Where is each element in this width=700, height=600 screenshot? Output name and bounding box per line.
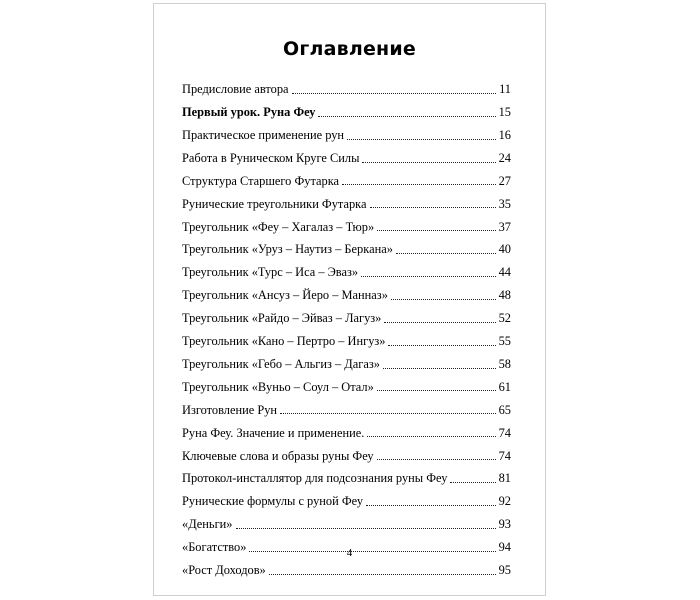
toc-entry <box>182 419 511 442</box>
toc-entry-page: 61 <box>498 379 511 394</box>
toc-entry-title: «Рост Доходов» <box>182 562 266 577</box>
toc-entry-page: 81 <box>498 471 511 486</box>
toc-entry-page: 16 <box>498 128 511 143</box>
toc-entry-title: Рунические треугольники Футарка <box>182 196 367 211</box>
dot-leader <box>367 436 495 437</box>
toc-entry-title: Треугольник «Ансуз – Йеро – Манназ» <box>182 288 388 303</box>
dot-leader <box>396 253 496 254</box>
toc-entry-title: Треугольник «Феу – Хагалаз – Тюр» <box>182 219 375 234</box>
toc-entry <box>182 190 511 213</box>
toc-entry-page: 35 <box>498 196 511 211</box>
toc-entry-page: 27 <box>498 173 511 188</box>
toc-entry-title: Ключевые слова и образы руны Феу <box>182 448 374 463</box>
toc-entry-title: Первый урок. Руна Феу <box>182 105 316 120</box>
dot-leader <box>269 574 496 575</box>
toc-entry-title: Структура Старшего Футарка <box>182 173 340 188</box>
toc-entry-page: 65 <box>498 402 511 417</box>
toc-entry <box>182 168 511 191</box>
toc-entry <box>182 465 511 488</box>
dot-leader <box>383 368 496 369</box>
toc-entry <box>182 145 511 168</box>
toc-entry-title: Изготовление Рун <box>182 402 278 417</box>
dot-leader <box>292 93 497 94</box>
table-of-contents <box>182 76 511 580</box>
dot-leader <box>377 230 495 231</box>
page-number: 4 <box>346 547 353 559</box>
toc-entry <box>182 305 511 328</box>
toc-entry-title: Треугольник «Гебо – Альгиз – Дагаз» <box>182 356 380 371</box>
toc-entry-page: 93 <box>498 517 511 532</box>
dot-leader <box>362 162 495 163</box>
toc-entry-page: 24 <box>498 150 511 165</box>
toc-entry-page: 55 <box>498 334 511 349</box>
toc-entry-title: Практическое применение рун <box>182 128 345 143</box>
toc-entry-page: 37 <box>498 219 511 234</box>
toc-entry <box>182 213 511 236</box>
toc-entry-title: Рунические формулы с руной Феу <box>182 494 364 509</box>
toc-entry <box>182 557 511 580</box>
toc-entry <box>182 99 511 122</box>
toc-entry <box>182 76 511 99</box>
toc-entry-page: 58 <box>498 356 511 371</box>
toc-entry-title: Работа в Руническом Круге Силы <box>182 150 360 165</box>
toc-entry-title: Треугольник «Уруз – Наутиз – Беркана» <box>182 242 393 257</box>
dot-leader <box>377 459 496 460</box>
toc-entry-title: Руна Феу. Значение и применение. <box>182 425 365 440</box>
toc-entry-title: «Богатство» <box>182 540 247 555</box>
toc-entry <box>182 282 511 305</box>
toc-entry-page: 92 <box>498 494 511 509</box>
dot-leader <box>366 505 496 506</box>
toc-entry-page: 48 <box>498 288 511 303</box>
toc-entry <box>182 442 511 465</box>
dot-leader <box>318 116 495 117</box>
toc-entry-title: Предисловие автора <box>182 82 289 97</box>
toc-entry-title: Треугольник «Турс – Иса – Эваз» <box>182 265 359 280</box>
dot-leader <box>361 276 496 277</box>
toc-entry <box>182 122 511 145</box>
page-title: Оглавление <box>283 38 416 60</box>
dot-leader <box>370 207 496 208</box>
dot-leader <box>384 322 495 323</box>
dot-leader <box>391 299 496 300</box>
toc-entry-title: «Деньги» <box>182 517 233 532</box>
toc-entry-page: 44 <box>498 265 511 280</box>
toc-entry <box>182 236 511 259</box>
dot-leader <box>236 528 496 529</box>
toc-entry <box>182 396 511 419</box>
toc-entry <box>182 259 511 282</box>
dot-leader <box>388 345 495 346</box>
toc-entry-page: 11 <box>499 82 511 97</box>
toc-entry-page: 74 <box>498 425 511 440</box>
toc-entry <box>182 374 511 397</box>
toc-entry <box>182 511 511 534</box>
toc-entry-page: 74 <box>498 448 511 463</box>
dot-leader <box>377 390 496 391</box>
toc-entry-title: Треугольник «Райдо – Эйваз – Лагуз» <box>182 311 382 326</box>
toc-entry-page: 52 <box>498 311 511 326</box>
toc-entry-page: 15 <box>498 105 511 120</box>
toc-entry-title: Протокол-инсталлятор для подсознания руны Феу <box>182 471 448 486</box>
dot-leader <box>342 184 496 185</box>
toc-entry <box>182 351 511 374</box>
toc-entry-title: Треугольник «Кано – Пертро – Ингуз» <box>182 334 386 349</box>
toc-entry <box>182 328 511 351</box>
dot-leader <box>280 413 496 414</box>
dot-leader <box>450 482 495 483</box>
toc-entry-page: 94 <box>498 540 511 555</box>
toc-entry-title: Треугольник «Вуньо – Соул – Отал» <box>182 379 374 394</box>
toc-entry <box>182 488 511 511</box>
dot-leader <box>347 139 496 140</box>
toc-entry-page: 40 <box>498 242 511 257</box>
toc-entry-page: 95 <box>498 562 511 577</box>
